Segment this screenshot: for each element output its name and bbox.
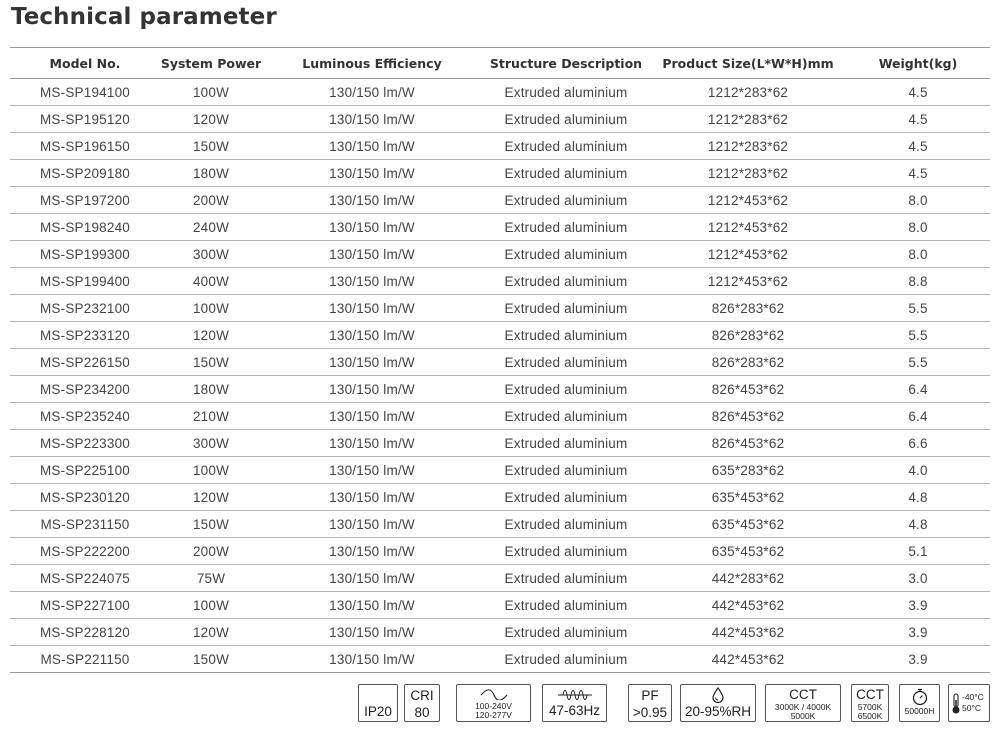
cell-model-no: MS-SP223300 <box>10 430 160 457</box>
frequency-badge <box>542 684 607 722</box>
table-body <box>10 79 990 673</box>
table-row <box>10 106 990 133</box>
temperature-high: 50°C <box>962 703 981 713</box>
cell-system-power: 180W <box>160 376 262 403</box>
cell-model-no: MS-SP196150 <box>10 133 160 160</box>
cct-badge-warm <box>765 684 841 722</box>
cell-model-no: MS-SP233120 <box>10 322 160 349</box>
cell-product-size: 635*453*62 <box>650 538 846 565</box>
cell-structure-description: Extruded aluminium <box>482 160 650 187</box>
cell-product-size: 635*453*62 <box>650 484 846 511</box>
cell-structure-description: Extruded aluminium <box>482 430 650 457</box>
cell-luminous-efficiency: 130/150 lm/W <box>262 133 482 160</box>
cell-product-size: 442*453*62 <box>650 592 846 619</box>
table-row <box>10 214 990 241</box>
cell-product-size: 442*453*62 <box>650 619 846 646</box>
ac-wave-icon <box>479 689 509 700</box>
cell-luminous-efficiency: 130/150 lm/W <box>262 241 482 268</box>
cell-system-power: 200W <box>160 187 262 214</box>
cell-system-power: 120W <box>160 106 262 133</box>
cell-luminous-efficiency: 130/150 lm/W <box>262 187 482 214</box>
cell-system-power: 150W <box>160 349 262 376</box>
header-product-size: Product Size(L*W*H)mm <box>650 48 846 79</box>
table-row <box>10 457 990 484</box>
power-factor-badge <box>628 684 672 722</box>
cell-structure-description: Extruded aluminium <box>482 133 650 160</box>
cct-label-2: CCT <box>856 687 884 702</box>
pf-value: >0.95 <box>632 705 668 720</box>
cct-values-1-line-2: 5000K <box>790 711 816 721</box>
page-title: Technical parameter <box>11 4 277 30</box>
cell-weight: 8.0 <box>846 214 990 241</box>
cell-system-power: 75W <box>160 565 262 592</box>
table-row <box>10 484 990 511</box>
table-row <box>10 241 990 268</box>
cell-structure-description: Extruded aluminium <box>482 511 650 538</box>
table-row <box>10 349 990 376</box>
spec-table-container <box>10 47 990 673</box>
cell-system-power: 100W <box>160 592 262 619</box>
cell-system-power: 210W <box>160 403 262 430</box>
header-structure-description: Structure Description <box>482 48 650 79</box>
cell-structure-description: Extruded aluminium <box>482 322 650 349</box>
cell-weight: 6.6 <box>846 430 990 457</box>
temperature-low: -40°C <box>962 692 984 702</box>
cell-product-size: 442*453*62 <box>650 646 846 673</box>
cell-model-no: MS-SP195120 <box>10 106 160 133</box>
cell-luminous-efficiency: 130/150 lm/W <box>262 349 482 376</box>
voltage-line-1: 100-240V <box>475 701 512 711</box>
cell-product-size: 1212*283*62 <box>650 79 846 106</box>
cell-weight: 6.4 <box>846 403 990 430</box>
table-row <box>10 565 990 592</box>
voltage-badge <box>456 684 531 722</box>
cell-structure-description: Extruded aluminium <box>482 484 650 511</box>
cell-product-size: 442*283*62 <box>650 565 846 592</box>
cell-system-power: 120W <box>160 322 262 349</box>
cell-luminous-efficiency: 130/150 lm/W <box>262 322 482 349</box>
lifetime-text: 50000H <box>904 706 935 716</box>
table-row <box>10 160 990 187</box>
cell-weight: 8.8 <box>846 268 990 295</box>
lifetime-badge <box>899 684 940 722</box>
cell-luminous-efficiency: 130/150 lm/W <box>262 403 482 430</box>
cell-luminous-efficiency: 130/150 lm/W <box>262 160 482 187</box>
cell-weight: 3.9 <box>846 592 990 619</box>
cell-structure-description: Extruded aluminium <box>482 646 650 673</box>
cell-system-power: 120W <box>160 619 262 646</box>
cell-system-power: 300W <box>160 430 262 457</box>
cell-model-no: MS-SP227100 <box>10 592 160 619</box>
cell-system-power: 100W <box>160 295 262 322</box>
cell-weight: 5.5 <box>846 322 990 349</box>
cell-structure-description: Extruded aluminium <box>482 376 650 403</box>
cell-weight: 5.5 <box>846 295 990 322</box>
cell-luminous-efficiency: 130/150 lm/W <box>262 214 482 241</box>
cell-luminous-efficiency: 130/150 lm/W <box>262 106 482 133</box>
cell-model-no: MS-SP194100 <box>10 79 160 106</box>
cell-structure-description: Extruded aluminium <box>482 619 650 646</box>
table-header-row <box>10 48 990 79</box>
cell-weight: 3.0 <box>846 565 990 592</box>
cell-luminous-efficiency: 130/150 lm/W <box>262 646 482 673</box>
cell-product-size: 1212*283*62 <box>650 160 846 187</box>
cell-product-size: 1212*453*62 <box>650 187 846 214</box>
cell-system-power: 100W <box>160 457 262 484</box>
cell-model-no: MS-SP224075 <box>10 565 160 592</box>
table-row <box>10 403 990 430</box>
cell-system-power: 300W <box>160 241 262 268</box>
cell-model-no: MS-SP225100 <box>10 457 160 484</box>
cell-weight: 4.0 <box>846 457 990 484</box>
cell-product-size: 826*283*62 <box>650 295 846 322</box>
cell-luminous-efficiency: 130/150 lm/W <box>262 79 482 106</box>
cell-weight: 8.0 <box>846 241 990 268</box>
cell-structure-description: Extruded aluminium <box>482 538 650 565</box>
header-model-no: Model No. <box>10 48 160 79</box>
table-row <box>10 376 990 403</box>
cell-product-size: 635*283*62 <box>650 457 846 484</box>
cell-system-power: 120W <box>160 484 262 511</box>
cell-system-power: 150W <box>160 133 262 160</box>
cell-product-size: 826*283*62 <box>650 322 846 349</box>
cell-structure-description: Extruded aluminium <box>482 268 650 295</box>
cell-weight: 4.5 <box>846 160 990 187</box>
cell-system-power: 240W <box>160 214 262 241</box>
cell-luminous-efficiency: 130/150 lm/W <box>262 565 482 592</box>
humidity-text: 20-95%RH <box>684 704 752 719</box>
cell-structure-description: Extruded aluminium <box>482 106 650 133</box>
cell-structure-description: Extruded aluminium <box>482 79 650 106</box>
frequency-wave-icon <box>557 688 593 702</box>
header-weight: Weight(kg) <box>846 48 990 79</box>
frequency-text: 47-63Hz <box>548 703 601 718</box>
table-row <box>10 79 990 106</box>
cell-system-power: 150W <box>160 646 262 673</box>
cell-weight: 4.5 <box>846 79 990 106</box>
cell-model-no: MS-SP209180 <box>10 160 160 187</box>
cell-model-no: MS-SP199400 <box>10 268 160 295</box>
cell-model-no: MS-SP228120 <box>10 619 160 646</box>
cell-luminous-efficiency: 130/150 lm/W <box>262 376 482 403</box>
cell-model-no: MS-SP199300 <box>10 241 160 268</box>
cell-model-no: MS-SP222200 <box>10 538 160 565</box>
cell-luminous-efficiency: 130/150 lm/W <box>262 484 482 511</box>
table-row <box>10 538 990 565</box>
ip-rating-badge <box>358 684 398 722</box>
cell-product-size: 826*283*62 <box>650 349 846 376</box>
cri-value: 80 <box>414 705 430 720</box>
cell-product-size: 635*453*62 <box>650 511 846 538</box>
table-row <box>10 268 990 295</box>
temperature-badge <box>948 684 990 722</box>
cct-badge-cool <box>851 684 889 722</box>
cell-product-size: 1212*283*62 <box>650 133 846 160</box>
table-row <box>10 295 990 322</box>
cell-weight: 3.9 <box>846 646 990 673</box>
cell-system-power: 200W <box>160 538 262 565</box>
cell-structure-description: Extruded aluminium <box>482 349 650 376</box>
table-row <box>10 592 990 619</box>
cct-values-2-line-1: 5700K <box>857 702 883 712</box>
cell-product-size: 1212*453*62 <box>650 214 846 241</box>
ip-rating-text: IP20 <box>364 704 392 719</box>
cell-system-power: 150W <box>160 511 262 538</box>
water-drop-icon <box>711 687 725 703</box>
cell-weight: 4.5 <box>846 133 990 160</box>
table-row <box>10 133 990 160</box>
cell-model-no: MS-SP235240 <box>10 403 160 430</box>
cell-model-no: MS-SP230120 <box>10 484 160 511</box>
cell-weight: 6.4 <box>846 376 990 403</box>
cell-luminous-efficiency: 130/150 lm/W <box>262 511 482 538</box>
table-row <box>10 619 990 646</box>
voltage-line-2: 120-277V <box>475 710 512 720</box>
table-row <box>10 430 990 457</box>
cct-values-1-line-1: 3000K / 4000K <box>774 702 832 712</box>
header-system-power: System Power <box>160 48 262 79</box>
cell-luminous-efficiency: 130/150 lm/W <box>262 592 482 619</box>
cell-luminous-efficiency: 130/150 lm/W <box>262 430 482 457</box>
cell-luminous-efficiency: 130/150 lm/W <box>262 457 482 484</box>
cell-weight: 5.5 <box>846 349 990 376</box>
cell-product-size: 826*453*62 <box>650 403 846 430</box>
table-row <box>10 511 990 538</box>
table-row <box>10 646 990 673</box>
cct-values-2-line-2: 6500K <box>857 711 883 721</box>
cri-label: CRI <box>410 688 434 703</box>
cell-structure-description: Extruded aluminium <box>482 214 650 241</box>
header-luminous-efficiency: Luminous Efficiency <box>262 48 482 79</box>
cell-weight: 4.8 <box>846 484 990 511</box>
cell-luminous-efficiency: 130/150 lm/W <box>262 538 482 565</box>
cell-structure-description: Extruded aluminium <box>482 565 650 592</box>
cell-luminous-efficiency: 130/150 lm/W <box>262 619 482 646</box>
cell-structure-description: Extruded aluminium <box>482 457 650 484</box>
cct-label-1: CCT <box>789 687 817 702</box>
cell-weight: 4.8 <box>846 511 990 538</box>
thermometer-icon <box>951 693 961 715</box>
cell-structure-description: Extruded aluminium <box>482 295 650 322</box>
cell-product-size: 826*453*62 <box>650 430 846 457</box>
cell-structure-description: Extruded aluminium <box>482 592 650 619</box>
cell-structure-description: Extruded aluminium <box>482 187 650 214</box>
cell-system-power: 180W <box>160 160 262 187</box>
cell-model-no: MS-SP226150 <box>10 349 160 376</box>
cell-model-no: MS-SP221150 <box>10 646 160 673</box>
cell-model-no: MS-SP231150 <box>10 511 160 538</box>
cell-weight: 3.9 <box>846 619 990 646</box>
cell-luminous-efficiency: 130/150 lm/W <box>262 295 482 322</box>
cell-luminous-efficiency: 130/150 lm/W <box>262 268 482 295</box>
table-row <box>10 322 990 349</box>
cell-structure-description: Extruded aluminium <box>482 403 650 430</box>
cell-weight: 8.0 <box>846 187 990 214</box>
cell-system-power: 100W <box>160 79 262 106</box>
cell-product-size: 1212*283*62 <box>650 106 846 133</box>
cell-weight: 4.5 <box>846 106 990 133</box>
table-row <box>10 187 990 214</box>
humidity-badge <box>680 684 756 722</box>
timer-icon <box>911 688 929 706</box>
cell-model-no: MS-SP232100 <box>10 295 160 322</box>
cell-model-no: MS-SP234200 <box>10 376 160 403</box>
cell-product-size: 826*453*62 <box>650 376 846 403</box>
cell-structure-description: Extruded aluminium <box>482 241 650 268</box>
cri-badge <box>404 684 440 722</box>
cell-weight: 5.1 <box>846 538 990 565</box>
spec-table <box>10 47 990 673</box>
cell-model-no: MS-SP197200 <box>10 187 160 214</box>
cell-system-power: 400W <box>160 268 262 295</box>
cell-model-no: MS-SP198240 <box>10 214 160 241</box>
cell-product-size: 1212*453*62 <box>650 268 846 295</box>
pf-label: PF <box>641 688 659 703</box>
cell-product-size: 1212*453*62 <box>650 241 846 268</box>
